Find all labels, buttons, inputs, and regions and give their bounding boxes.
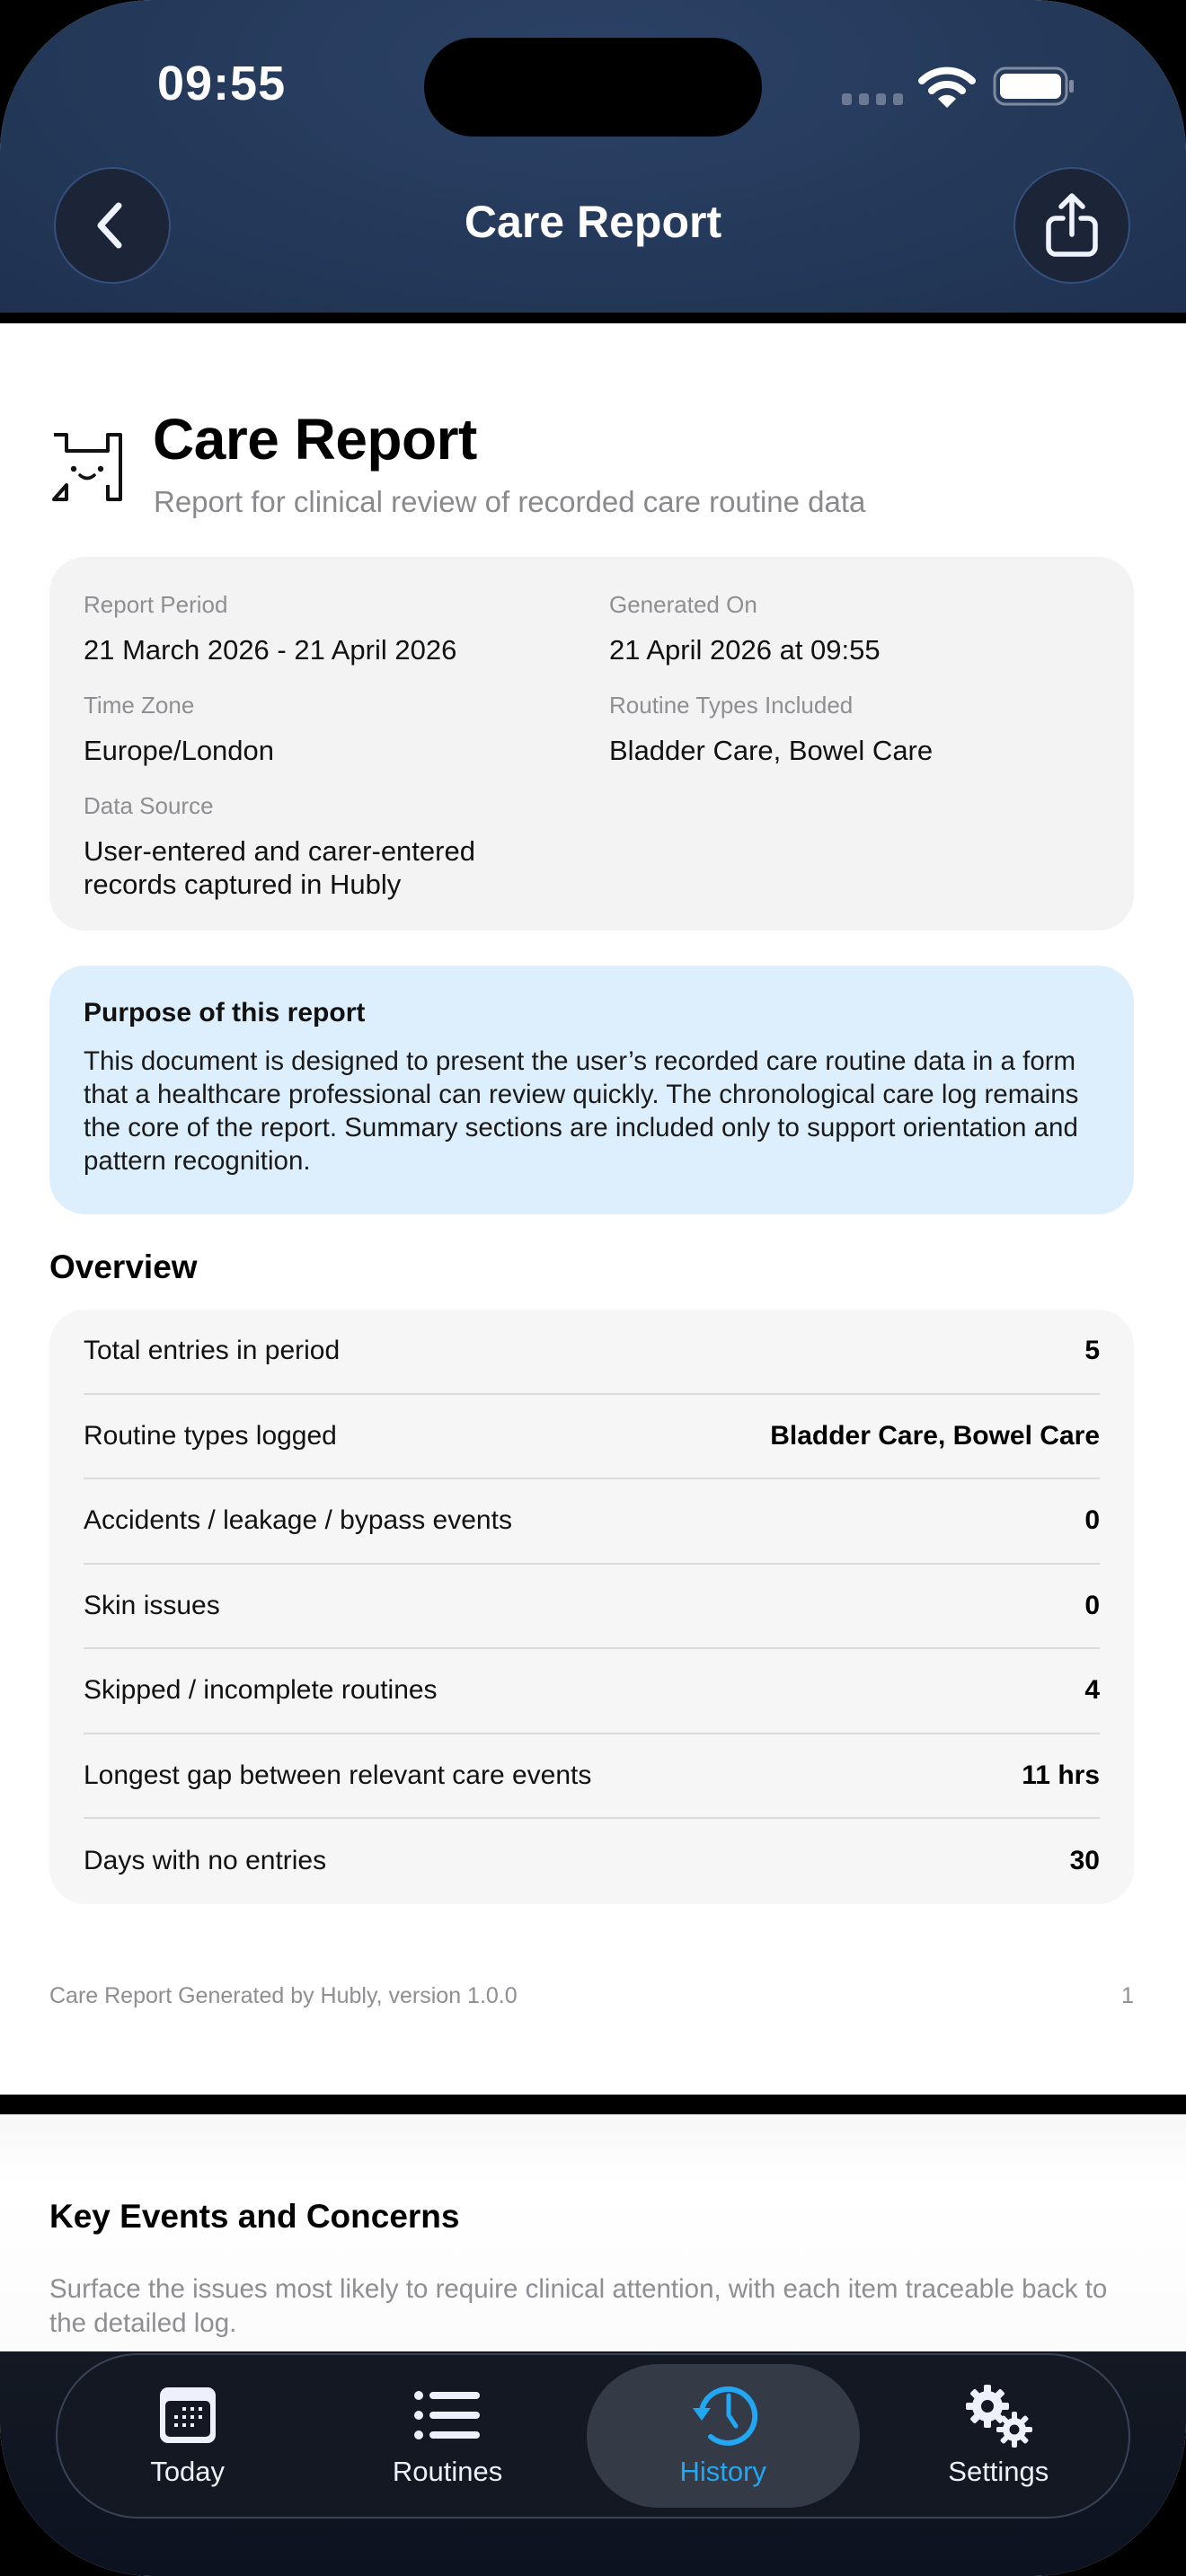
meta-generated-on [609,591,881,666]
overview-label: Routine types logged [84,1420,337,1451]
overview-value: Bladder Care, Bowel Care [770,1420,1100,1451]
meta-label: Time Zone [84,692,195,719]
page-number: 1 [1121,1983,1134,2008]
tab-label: Settings [948,2456,1049,2487]
share-icon [1043,191,1101,260]
overview-value: 4 [1084,1675,1100,1706]
overview-table [49,1310,1134,1904]
overview-value: 0 [1084,1590,1100,1620]
meta-routine-types [609,692,933,767]
overview-heading: Overview [49,1248,198,1285]
meta-label: Generated On [609,591,757,618]
purpose-text: This document is designed to present the user’s recorded care routine data in a form that a healthcare professional can review quickly. The chronological care log remains the core of the report. Summary sections are included only to support orientation and pattern recognition. [84,1046,1079,1176]
report-footer: Care Report Generated by Hubly, version 1.0.0 [49,1983,518,2008]
overview-label: Total entries in period [84,1336,341,1366]
tab-bar [56,2353,1130,2519]
tab-label: Routines [392,2456,503,2487]
overview-row [84,1565,1100,1650]
tab-label: History [679,2456,766,2487]
overview-value: 30 [1069,1846,1100,1876]
page-divider [0,313,1186,323]
tab-today[interactable] [58,2364,317,2508]
nav-header [0,0,1186,313]
wifi-icon [918,66,976,110]
overview-row [84,1819,1100,1904]
purpose-callout [49,966,1134,1214]
status-time: 09:55 [157,57,287,110]
report-title: Care Report [153,407,477,472]
overview-label: Days with no entries [84,1846,327,1876]
cellular-signal-icon [842,93,903,105]
report-subtitle: Report for clinical review of recorded care routine data [154,485,866,518]
dynamic-island [424,38,762,137]
meta-report-period [84,591,456,666]
page-break [0,2095,1186,2114]
meta-label: Routine Types Included [609,692,854,719]
gears-icon [962,2381,1034,2449]
meta-value: Bladder Care, Bowel Care [609,735,934,766]
tab-label: Today [150,2456,226,2487]
meta-value: 21 March 2026 - 21 April 2026 [84,634,457,666]
overview-value: 0 [1084,1505,1100,1536]
tab-routines[interactable] [317,2364,577,2508]
meta-data-source [84,792,551,901]
overview-row [84,1310,1100,1395]
overview-value: 11 hrs [1022,1760,1100,1790]
purpose-title: Purpose of this report [84,998,366,1028]
nav-title: Care Report [464,197,722,247]
tab-history[interactable] [587,2364,860,2508]
hubly-logo-icon [49,429,126,505]
overview-value: 5 [1084,1336,1100,1366]
meta-value: User-entered and carer-entered records captured in Hubly [84,835,475,900]
meta-time-zone [84,692,274,767]
overview-label: Skin issues [84,1590,220,1620]
overview-row [84,1734,1100,1820]
key-events-description: Surface the issues most likely to require clinical attention, with each item traceable back to the detailed log. [49,2274,1108,2338]
report-meta-card [49,557,1134,931]
meta-value: Europe/London [84,735,275,766]
overview-label: Accidents / leakage / bypass events [84,1505,512,1536]
calendar-icon [158,2386,217,2445]
key-events-heading: Key Events and Concerns [49,2198,460,2235]
overview-row [84,1395,1100,1480]
tab-settings[interactable] [869,2364,1128,2508]
overview-label: Longest gap between relevant care events [84,1760,592,1790]
history-clock-icon [689,2383,757,2448]
meta-value: 21 April 2026 at 09:55 [609,634,881,666]
overview-row [84,1479,1100,1565]
share-button[interactable] [1013,167,1130,284]
overview-label: Skipped / incomplete routines [84,1675,438,1706]
overview-row [84,1649,1100,1734]
meta-label: Report Period [84,591,228,618]
battery-icon [993,66,1075,106]
list-icon [413,2390,482,2440]
meta-label: Data Source [84,792,214,819]
